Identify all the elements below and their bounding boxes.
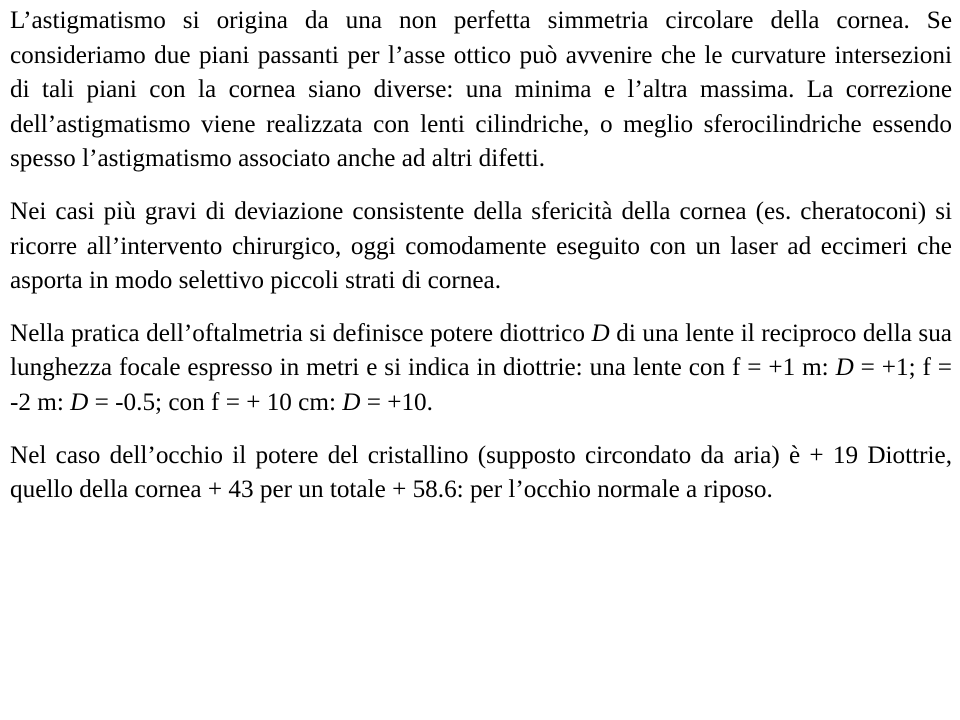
variable-d: D [70, 388, 89, 416]
dioptric-text-1: Nella pratica dell’oftalmetria si definisce potere diottrico [10, 319, 592, 347]
dioptric-text-4: = -0.5; con f = + 10 cm: [88, 388, 343, 416]
dioptric-text-3: = +1; f = -2 m: [10, 354, 952, 416]
paragraph-dioptric-power [10, 317, 952, 421]
variable-d: D [342, 388, 361, 416]
variable-d: D [835, 354, 854, 382]
paragraph-keratoconus-surgery: Nei casi più gravi di deviazione consistente della sfericità della cornea (es. cheratoconi) si ricorre all’intervento chirurgico, oggi comodamente eseguito con un laser ad eccimeri che asporta in modo selettivo piccoli strati di cornea. [10, 197, 952, 295]
paragraph-eye-power: Nel caso dell’occhio il potere del cristallino (supposto circondato da aria) è + 19 Diottrie, quello della cornea + 43 per un totale + 58.6: per l’occhio normale a riposo. [10, 441, 952, 504]
paragraph-astigmatism: L’astigmatismo si origina da una non perfetta simmetria circolare della cornea. Se consideriamo due piani passanti per l’asse ottico può avvenire che le curvature intersezioni di tali piani con la cornea siano diverse: una minima e l’altra massima. La correzione dell’astigmatismo viene realizzata con lenti cilindriche, o meglio sferocilindriche essendo spesso l’astigmatismo associato anche ad altri difetti. [10, 7, 952, 173]
dioptric-text-2: di una lente il reciproco della sua lunghezza focale espresso in metri e si indica in diottrie: una lente con f = +1 m: [10, 319, 952, 382]
dioptric-text-5: = +10. [360, 388, 433, 416]
variable-d: D [591, 319, 610, 347]
slide-text-body [10, 4, 952, 508]
